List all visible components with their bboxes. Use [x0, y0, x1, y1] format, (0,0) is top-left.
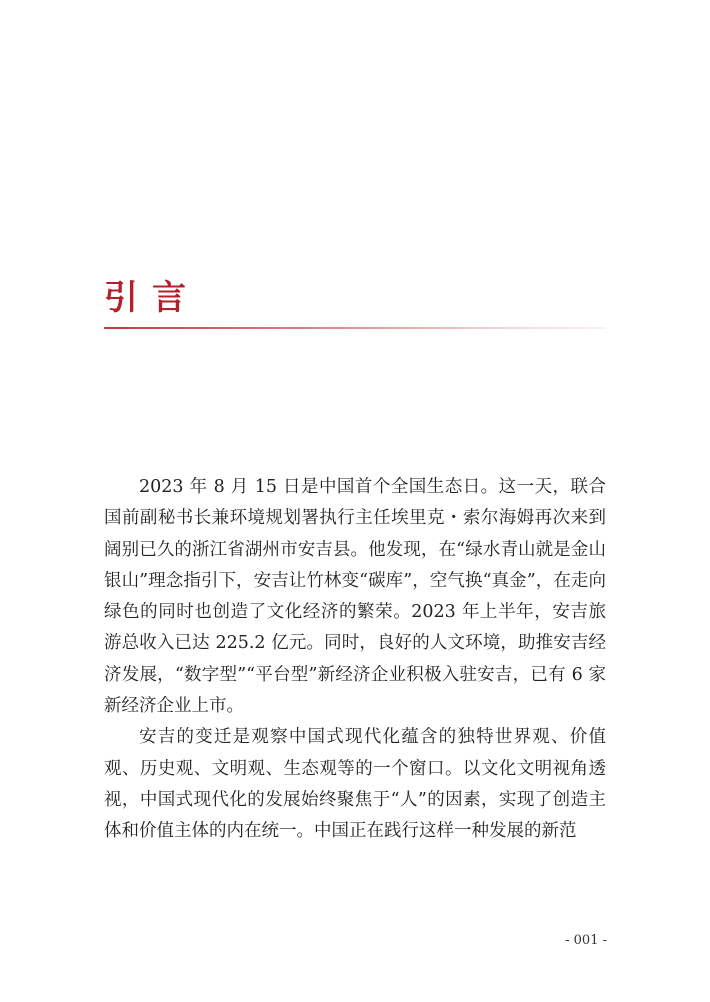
paragraph-2: 安吉的变迁是观察中国式现代化蕴含的独特世界观、价值观、历史观、文明观、生态观等的一个窗口。以文化文明视角透视，中国式现代化的发展始终聚焦于“人”的因素，实现了创造主体和价值主体的内在统一。中国正在践行这样一种发展的新范 [104, 727, 606, 842]
body-text [104, 472, 606, 848]
paragraph-1: 2023 年 8 月 15 日是中国首个全国生态日。这一天，联合国前副秘书长兼环境规划署执行主任埃里克・索尔海姆再次来到阔别已久的浙江省湖州市安吉县。他发现，在“绿水青山就是金山银山”理念指引下，安吉让竹林变“碳库”，空气换“真金”，在走向绿色的同时也创造了文化经济的繁荣。2023 年上半年，安吉旅游总收入已达 225.2 亿元。同时，良好的人文环境，助推安吉经济发展，“数字型”“平台型”新经济企业积极入驻安吉，已有 6 家新经济企业上市。 [104, 477, 606, 717]
chapter-title: 引言 [104, 278, 200, 318]
page-number: - 001 - [565, 933, 607, 948]
title-divider [104, 327, 606, 329]
